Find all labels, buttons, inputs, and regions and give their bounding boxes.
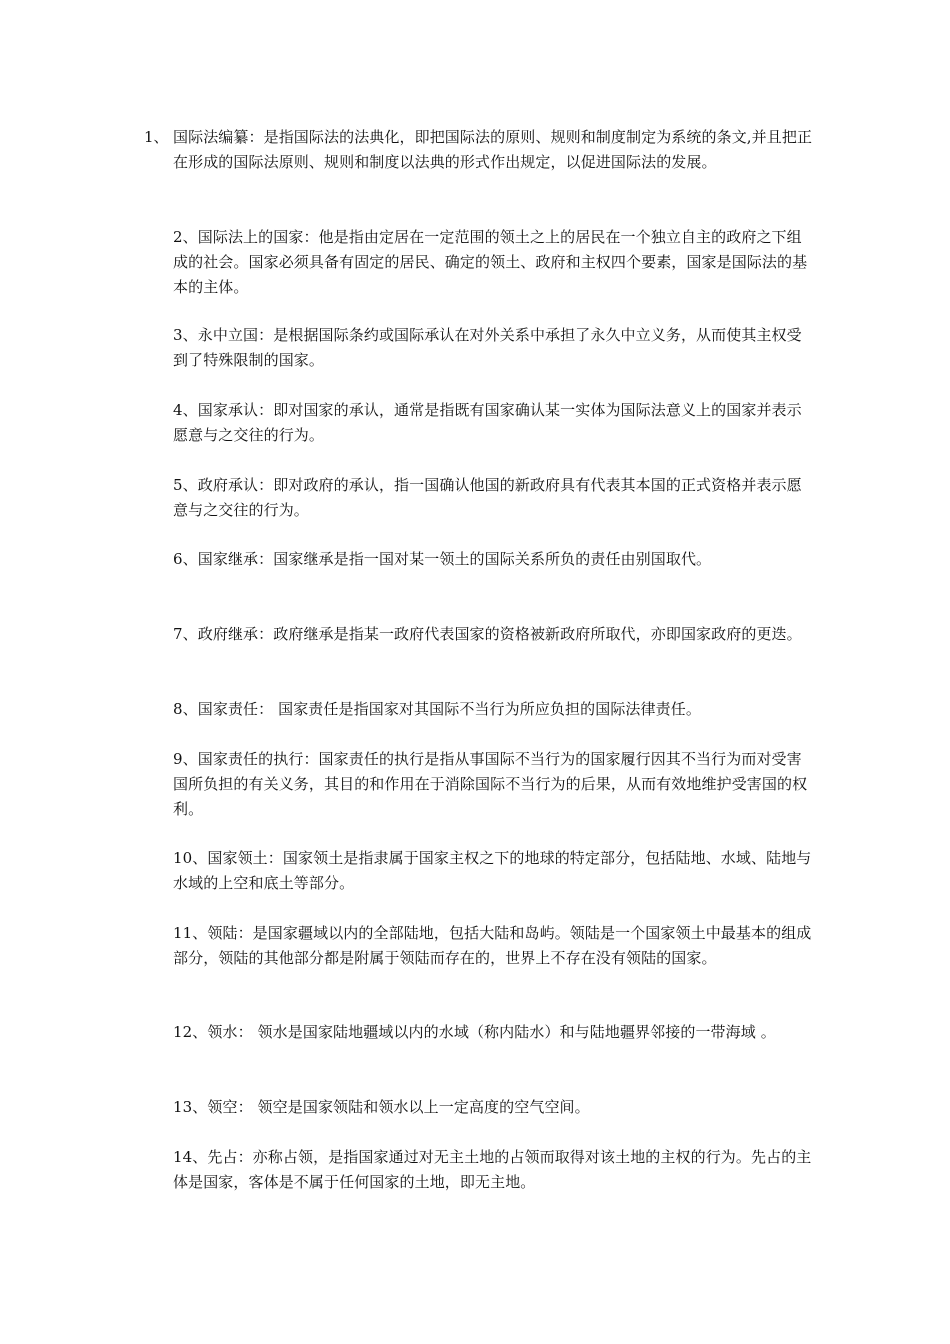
- entry-1-text: 国际法编纂：是指国际法的法典化，即把国际法的原则、规则和制度制定为系统的条文,并且把正在形成的国际法原则、规则和制度以法典的形式作出规定，以促进国际法的发展。: [173, 128, 813, 171]
- entry-11-text: 11、领陆：是国家疆域以内的全部陆地，包括大陆和岛屿。领陆是一个国家领土中最基本的组成部分，领陆的其他部分都是附属于领陆而存在的，世界上不存在没有领陆的国家。: [173, 924, 812, 967]
- entry-14-text: 14、先占：亦称占领，是指国家通过对无主土地的占领而取得对该土地的主权的行为。先占的主体是国家，客体是不属于任何国家的土地，即无主地。: [173, 1148, 812, 1191]
- entry-13-text: 13、领空： 领空是国家领陆和领水以上一定高度的空气空间。: [173, 1098, 590, 1116]
- entry-4-text: 4、国家承认：即对国家的承认，通常是指既有国家确认某一实体为国际法意义上的国家并表示愿意与之交往的行为。: [173, 401, 802, 444]
- entry-3-text: 3、永中立国：是根据国际条约或国际承认在对外关系中承担了永久中立义务，从而使其主权受到了特殊限制的国家。: [173, 326, 802, 369]
- entry-8-text: 8、国家责任： 国家责任是指国家对其国际不当行为所应负担的国际法律责任。: [173, 700, 701, 718]
- entry-2-text: 2、国际法上的国家：他是指由定居在一定范围的领土之上的居民在一个独立自主的政府之下组成的社会。国家必须具备有固定的居民、确定的领土、政府和主权四个要素，国家是国际法的基本的主体。: [173, 228, 808, 296]
- entry-5-text: 5、政府承认：即对政府的承认，指一国确认他国的新政府具有代表其本国的正式资格并表示愿意与之交往的行为。: [173, 476, 802, 519]
- entry-9-text: 9、国家责任的执行：国家责任的执行是指从事国际不当行为的国家履行因其不当行为而对受害国所负担的有关义务，其目的和作用在于消除国际不当行为的后果，从而有效地维护受害国的权利。: [173, 750, 808, 818]
- entry-6-text: 6、国家继承：国家继承是指一国对某一领土的国际关系所负的责任由别国取代。: [173, 550, 712, 568]
- entry-10-text: 10、国家领土：国家领土是指隶属于国家主权之下的地球的特定部分，包括陆地、水域、陆地与水域的上空和底土等部分。: [173, 849, 812, 892]
- entry-12-text: 12、领水： 领水是国家陆地疆域以内的水域（称内陆水）和与陆地疆界邻接的一带海域 。: [173, 1023, 776, 1041]
- entry-1-marker: 1、: [144, 128, 169, 146]
- entry-7-text: 7、政府继承：政府继承是指某一政府代表国家的资格被新政府所取代，亦即国家政府的更迭。: [173, 625, 802, 643]
